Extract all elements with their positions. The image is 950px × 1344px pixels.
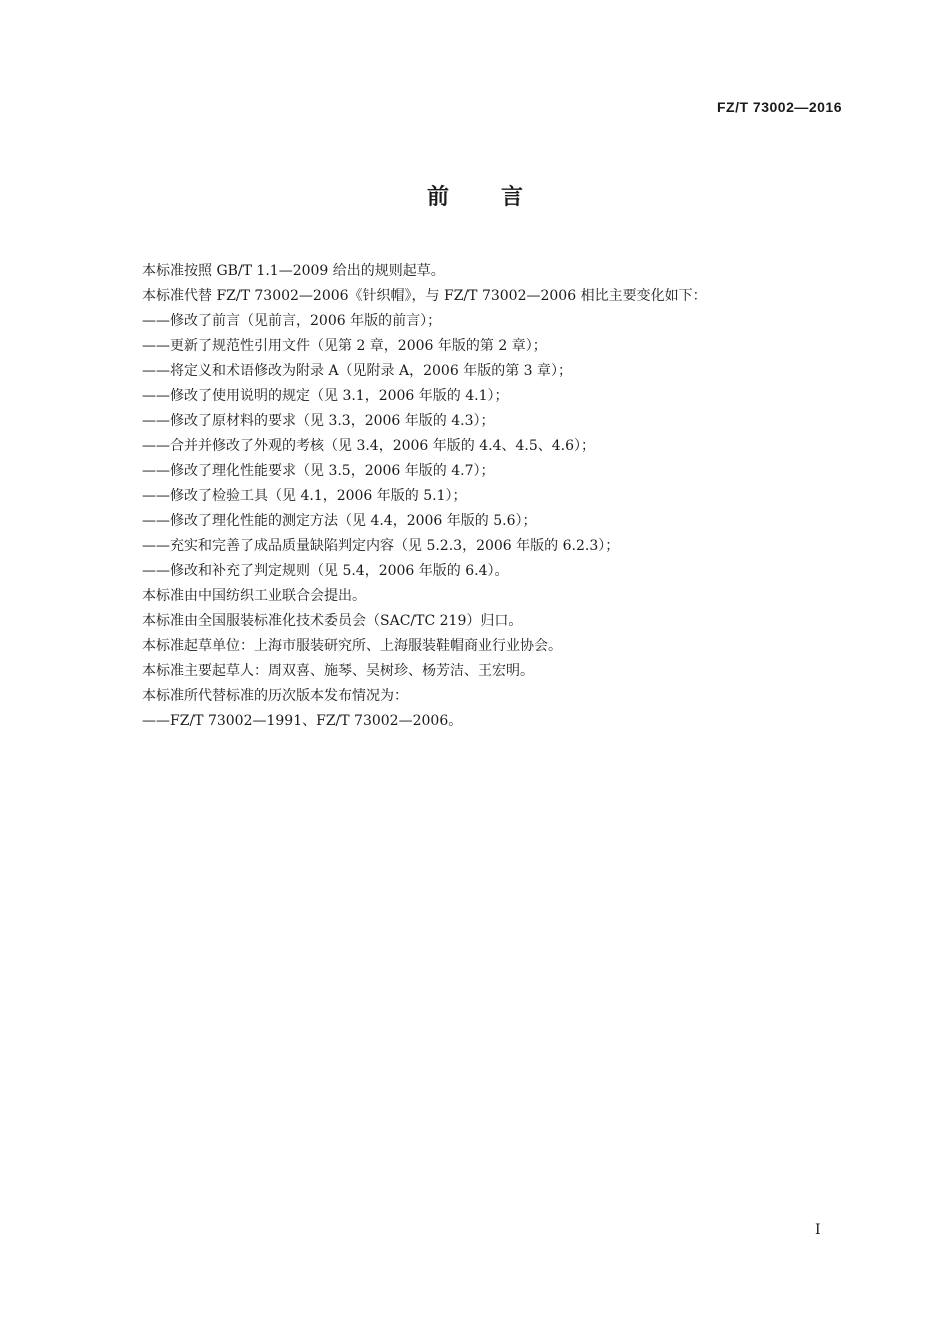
document-code: FZ/T 73002—2016 xyxy=(716,99,842,115)
change-list-item: ——修改了理化性能要求（见 3.5，2006 年版的 4.7）； xyxy=(142,463,495,479)
page-number: I xyxy=(815,1222,821,1238)
page-title: 前言 xyxy=(426,185,575,210)
change-list-item: ——修改了检验工具（见 4.1，2006 年版的 5.1）； xyxy=(142,488,467,504)
foreword-body xyxy=(142,259,822,734)
paragraph: 本标准由中国纺织工业联合会提出。 xyxy=(142,588,366,604)
paragraph: 本标准由全国服装标准化技术委员会（SAC/TC 219）归口。 xyxy=(142,613,523,629)
paragraph: 本标准代替 FZ/T 73002—2006《针织帽》，与 FZ/T 73002—2006 相比主要变化如下： xyxy=(142,288,707,304)
paragraph: 本标准按照 GB/T 1.1—2009 给出的规则起草。 xyxy=(142,263,445,279)
change-list-item: ——修改了理化性能的测定方法（见 4.4，2006 年版的 5.6）； xyxy=(142,513,537,529)
paragraph: 本标准起草单位：上海市服装研究所、上海服装鞋帽商业行业协会。 xyxy=(142,638,562,654)
change-list-item: ——将定义和术语修改为附录 A（见附录 A，2006 年版的第 3 章）； xyxy=(142,363,573,379)
version-list-item: ——FZ/T 73002—1991、FZ/T 73002—2006。 xyxy=(142,713,463,729)
change-list-item: ——修改了使用说明的规定（见 3.1，2006 年版的 4.1）； xyxy=(142,388,509,404)
change-list-item: ——修改了原材料的要求（见 3.3，2006 年版的 4.3）； xyxy=(142,413,495,429)
change-list-item: ——充实和完善了成品质量缺陷判定内容（见 5.2.3，2006 年版的 6.2.3）； xyxy=(142,538,620,554)
change-list-item: ——修改了前言（见前言，2006 年版的前言）； xyxy=(142,313,442,329)
paragraph: 本标准所代替标准的历次版本发布情况为： xyxy=(142,688,408,704)
paragraph: 本标准主要起草人：周双喜、施琴、吴树珍、杨芳洁、王宏明。 xyxy=(142,663,534,679)
change-list-item: ——更新了规范性引用文件（见第 2 章，2006 年版的第 2 章）； xyxy=(142,338,547,354)
change-list-item: ——合并并修改了外观的考核（见 3.4，2006 年版的 4.4、4.5、4.6）； xyxy=(142,438,596,454)
change-list-item: ——修改和补充了判定规则（见 5.4，2006 年版的 6.4）。 xyxy=(142,563,509,579)
